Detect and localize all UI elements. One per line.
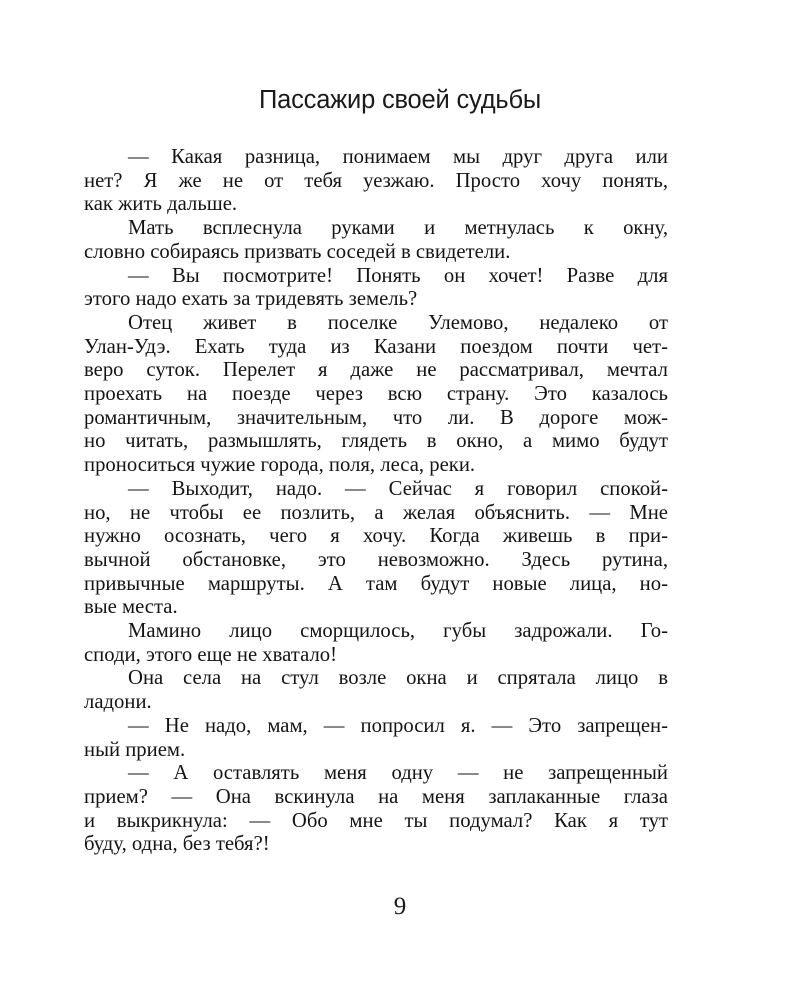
text-line: Она села на стул возле окна и спрятала лицо в bbox=[128, 667, 668, 690]
text-line: Мамино лицо сморщилось, губы задрожали. Го- bbox=[128, 620, 668, 643]
paragraph bbox=[84, 762, 668, 857]
text-line: буду, одна, без тебя?! bbox=[84, 833, 270, 856]
text-line: — Вы посмотрите! Понять он хочет! Разве для bbox=[128, 264, 668, 287]
page-number: 9 bbox=[393, 893, 407, 920]
text-line: но читать, размышлять, глядеть в окно, а мимо будут bbox=[84, 430, 668, 453]
text-line: прием? — Она вскинула на меня заплаканные глаза bbox=[84, 785, 668, 808]
text-line: ный прием. bbox=[84, 738, 186, 761]
paragraph bbox=[84, 477, 668, 620]
body-text bbox=[84, 146, 668, 857]
running-head: Пассажир своей судьбы bbox=[258, 86, 541, 114]
paragraph bbox=[84, 620, 668, 667]
text-line: романтичным, значительным, что ли. В дороге мож- bbox=[84, 406, 668, 429]
text-line: споди, этого еще не хватало! bbox=[84, 643, 338, 666]
text-line: и выкрикнула: — Обо мне ты подумал? Как я тут bbox=[84, 809, 668, 832]
text-line: вые места. bbox=[84, 596, 178, 619]
paragraph bbox=[84, 311, 668, 478]
paragraph bbox=[84, 217, 668, 264]
text-line: проехать на поезде через всю страну. Это казалось bbox=[84, 383, 668, 406]
text-line: нужно осознать, чего я хочу. Когда живешь в при- bbox=[84, 525, 668, 548]
text-line: ладони. bbox=[84, 691, 152, 714]
paragraph bbox=[84, 714, 668, 762]
paragraph bbox=[84, 667, 668, 714]
text-line: этого надо ехать за тридевять земель? bbox=[84, 288, 418, 311]
text-line: Отец живет в поселке Улемово, недалеко от bbox=[128, 311, 668, 334]
text-line: привычные маршруты. А там будут новые лица, но- bbox=[84, 572, 668, 595]
paragraph bbox=[84, 146, 668, 217]
text-line: Улан-Удэ. Ехать туда из Казани поездом почти чет- bbox=[84, 335, 668, 358]
text-line: Мать всплеснула руками и метнулась к окну, bbox=[128, 217, 668, 240]
text-line: проноситься чужие города, поля, леса, реки. bbox=[84, 454, 476, 477]
paragraph bbox=[84, 264, 668, 312]
text-line: нет? Я же не от тебя уезжаю. Просто хочу понять, bbox=[84, 169, 668, 192]
text-line: вычной обстановке, это невозможно. Здесь рутина, bbox=[84, 548, 668, 571]
text-line: — Не надо, мам, — попросил я. — Это запрещен- bbox=[128, 714, 668, 737]
text-line: — Какая разница, понимаем мы друг друга или bbox=[128, 146, 668, 168]
text-line: но, не чтобы ее позлить, а желая объяснить. — Мне bbox=[84, 501, 668, 524]
text-line: — Выходит, надо. — Сейчас я говорил спокой- bbox=[128, 477, 668, 500]
text-line: как жить дальше. bbox=[84, 193, 238, 216]
text-line: веро суток. Перелет я даже не рассматривал, мечтал bbox=[84, 359, 668, 382]
text-line: словно собираясь призвать соседей в свидетели. bbox=[84, 240, 511, 263]
text-line: — А оставлять меня одну — не запрещенный bbox=[128, 762, 668, 785]
